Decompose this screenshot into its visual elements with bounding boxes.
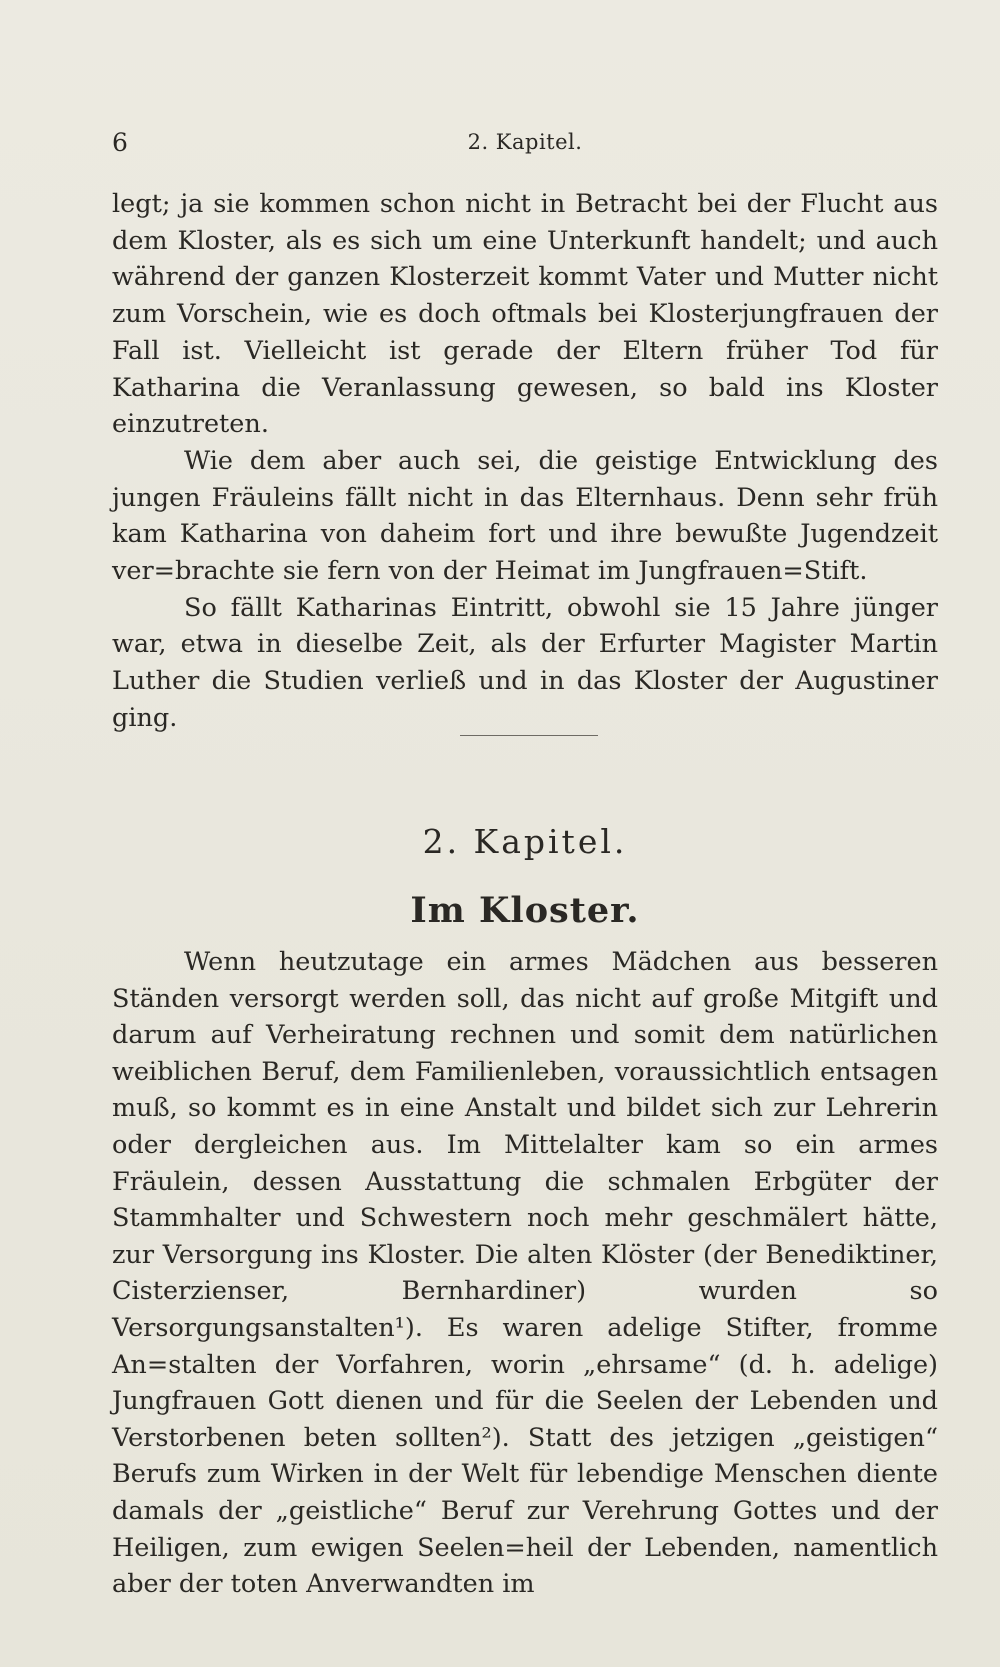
running-head [112, 128, 938, 164]
section-divider [460, 735, 598, 736]
chapter-label: 2. Kapitel. [422, 822, 628, 861]
paragraph-monastery: Wenn heutzutage ein armes Mädchen aus besseren Ständen versorgt werden soll, das nicht auf große Mitgift und darum auf Verheiratung rechnen und somit dem natürlichen weiblichen Beruf, dem Familienleben, voraussichtlich entsagen muß, so kommt es in eine Anstalt und bildet sich zur Lehrerin oder dergleichen aus. Im Mittelalter kam so ein armes Fräulein, dessen Ausstattung die schmalen Erbgüter der Stammhalter und Schwestern noch mehr geschmälert hätte, zur Versorgung ins Kloster. Die alten Klöster (der Benediktiner, Cisterzienser, Bernhardiner) wurden so Versorgungsanstalten¹). Es waren adelige Stifter, fromme An=stalten der Vorfahren, worin „ehrsame“ (d. h. adelige) Jungfrauen Gott dienen und für die Seelen der Lebenden und Verstorbenen beten sollten²). Statt des jetzigen „geistigen“ Berufs zum Wirken in der Welt für lebendige Menschen diente damals der „geistliche“ Beruf zur Verehrung Gottes und der Heiligen, zum ewigen Seelen=heil der Lebenden, namentlich aber der toten Anverwandten im [112, 947, 938, 1600]
chapter-text [112, 944, 938, 1603]
paragraph-development: Wie dem aber auch sei, die geistige Entwicklung des jungen Fräuleins fällt nicht in das Elternhaus. Denn sehr früh kam Katharina von daheim fort und ihre bewußte Jugendzeit ver=brachte sie fern von der Heimat im Jungfrauen=Stift. [112, 445, 938, 587]
chapter-title: Im Kloster. [410, 890, 640, 931]
page-number: 6 [112, 128, 128, 157]
running-title: 2. Kapitel. [467, 130, 583, 154]
paragraph-entry: So fällt Katharinas Eintritt, obwohl sie 15 Jahre jünger war, etwa in dieselbe Zeit, als der Erfurter Magister Martin Luther die Studien verließ und in das Kloster der Augustiner ging. [112, 592, 938, 733]
previous-chapter-text [112, 186, 938, 737]
paragraph-family: legt; ja sie kommen schon nicht in Betracht bei der Flucht aus dem Kloster, als es sich um eine Unterkunft handelt; und auch während der ganzen Klosterzeit kommt Vater und Mutter nicht zum Vorschein, wie es doch oftmals bei Klosterjungfrauen der Fall ist. Vielleicht ist gerade der Eltern früher Tod für Katharina die Veranlassung gewesen, so bald ins Kloster einzutreten. [112, 189, 938, 440]
